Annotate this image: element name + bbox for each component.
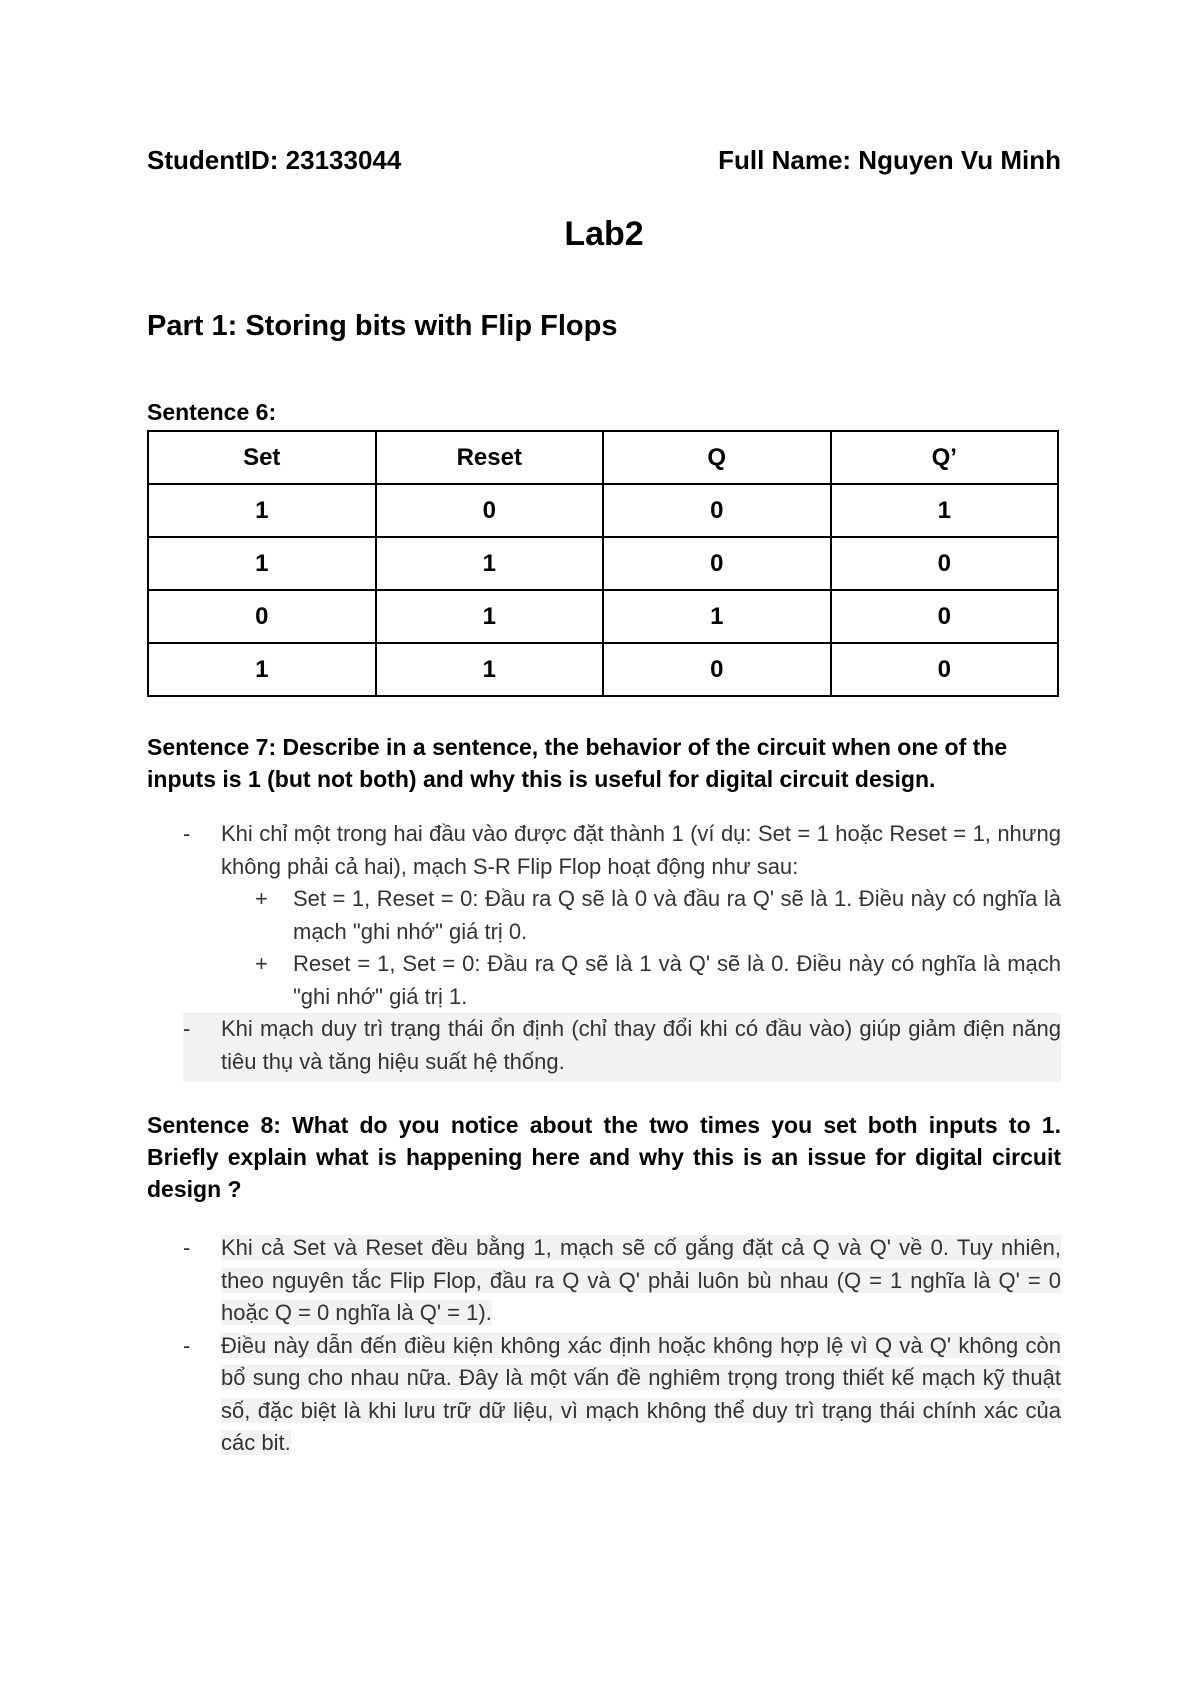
document-page [147, 0, 1061, 1694]
list-marker: - [183, 1235, 191, 1260]
table-cell: 1 [148, 537, 376, 590]
sublist-marker: + [255, 951, 268, 976]
table-header-cell: Q [603, 431, 831, 484]
sublist [183, 883, 1061, 1013]
part1-heading: Part 1: Storing bits with Flip Flops [147, 310, 618, 342]
table-cell: 0 [831, 643, 1059, 696]
sentence8-answer-list [183, 1232, 1061, 1460]
table-cell: 1 [376, 643, 604, 696]
list-item [183, 1232, 1061, 1330]
document-title: Lab2 [564, 215, 644, 253]
sublist-container [183, 883, 1061, 1013]
table-cell: 0 [831, 537, 1059, 590]
list-item-text: Khi mạch duy trì trạng thái ổn định (chỉ thay đổi khi có đầu vào) giúp giảm điện năng tiêu thụ và tăng hiệu suất hệ thống. [221, 1016, 1061, 1074]
sentence7-question: Sentence 7: Describe in a sentence, the behavior of the circuit when one of the inputs is 1 (but not both) and why this is useful for digital circuit design. [147, 734, 1008, 792]
table-row [148, 537, 1058, 590]
list-item-text: Điều này dẫn đến điều kiện không xác định hoặc không hợp lệ vì Q và Q' không còn bổ sung cho nhau nữa. Đây là một vấn đề nghiêm trọng trong thiết kế mạch kỹ thuật số, đặc biệt là khi lưu trữ dữ liệu, vì mạch không thể duy trì trạng thái chính xác của các bit. [221, 1332, 1061, 1455]
table-cell: 0 [603, 484, 831, 537]
table-cell: 0 [603, 537, 831, 590]
sublist-item-text: Reset = 1, Set = 0: Đầu ra Q sẽ là 1 và Q' sẽ là 0. Điều này có nghĩa là mạch "ghi nhớ" giá trị 1. [293, 951, 1061, 1009]
table-header-cell: Reset [376, 431, 604, 484]
list-marker: - [183, 821, 191, 846]
table-row [148, 590, 1058, 643]
list-item [183, 818, 1061, 883]
table-cell: 0 [376, 484, 604, 537]
truth-table [147, 430, 1059, 697]
table-cell: 0 [148, 590, 376, 643]
list-marker: - [183, 1332, 191, 1358]
table-row [148, 484, 1058, 537]
sublist-item-text: Set = 1, Reset = 0: Đầu ra Q sẽ là 0 và đầu ra Q' sẽ là 1. Điều này có nghĩa là mạch "ghi nhớ" giá trị 0. [293, 886, 1061, 944]
table-cell: 1 [831, 484, 1059, 537]
table-cell: 1 [376, 537, 604, 590]
sentence6-label: Sentence 6: [147, 399, 277, 425]
sublist-marker: + [255, 886, 268, 911]
list-item-text: Khi cả Set và Reset đều bằng 1, mạch sẽ cố gắng đặt cả Q và Q' về 0. Tuy nhiên, theo nguyên tắc Flip Flop, đầu ra Q và Q' phải luôn bù nhau (Q = 1 nghĩa là Q' = 0 hoặc Q = 0 nghĩa là Q' = 1). [221, 1235, 1061, 1325]
list-item [183, 1013, 1061, 1082]
table-cell: 0 [831, 590, 1059, 643]
student-id: StudentID: 23133044 [147, 145, 402, 175]
table-cell: 0 [603, 643, 831, 696]
list-item [183, 1330, 1061, 1460]
table-header-row [148, 431, 1058, 484]
table-cell: 1 [603, 590, 831, 643]
sublist-item [183, 883, 1061, 948]
table-cell: 1 [148, 643, 376, 696]
sentence7-answer-list [183, 818, 1061, 1082]
table-row [148, 643, 1058, 696]
list-item-text: Khi chỉ một trong hai đầu vào được đặt thành 1 (ví dụ: Set = 1 hoặc Reset = 1, nhưng không phải cả hai), mạch S-R Flip Flop hoạt động như sau: [221, 821, 1061, 879]
table-cell: 1 [148, 484, 376, 537]
list-marker: - [183, 1016, 191, 1041]
sentence8-question: Sentence 8: What do you notice about the two times you set both inputs to 1. Briefly explain what is happening here and why this is an issue for digital circuit design ? [147, 1112, 1061, 1202]
table-header-cell: Q’ [831, 431, 1059, 484]
full-name: Full Name: Nguyen Vu Minh [718, 145, 1061, 175]
table-header-cell: Set [148, 431, 376, 484]
sublist-item [183, 948, 1061, 1013]
table-cell: 1 [376, 590, 604, 643]
